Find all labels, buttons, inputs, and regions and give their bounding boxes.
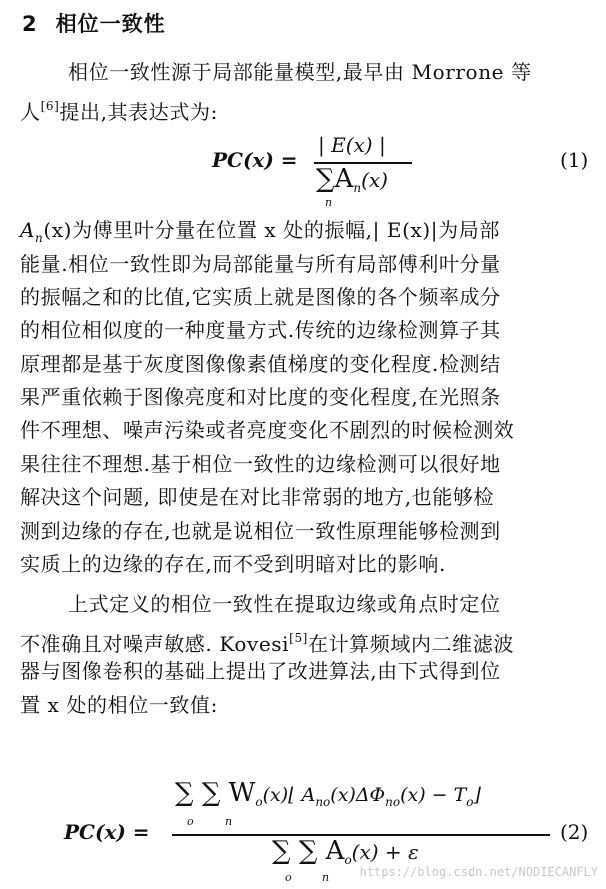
citation-5: [5] <box>289 631 308 645</box>
para3-line4: 置 x 处的相位一致值: <box>20 693 218 717</box>
eq1-den-sub: n <box>353 181 362 195</box>
eq2-num-w-sub: o <box>255 795 263 809</box>
para2-line1 <box>20 216 600 252</box>
eq2-num-index-o: o <box>187 815 194 828</box>
eq2-den-a-sub: o <box>344 853 352 867</box>
eq2-numerator <box>175 778 481 809</box>
eq2-lhs: PC(x) = <box>64 820 150 844</box>
eq2-num-a-sub: no <box>315 795 331 809</box>
eq1-den-sum: ∑A <box>316 164 354 194</box>
para1-line2 <box>20 92 600 126</box>
eq2-num-end: ⌋ <box>473 784 481 806</box>
citation-6: [6] <box>40 99 60 113</box>
para1-line2-pre: 人 <box>20 100 41 124</box>
para1-line2-post: 提出,其表达式为: <box>59 100 218 124</box>
para3-line2-post: 在计算频域内二维滤波 <box>307 632 514 656</box>
eq2-num-t-sub: o <box>466 795 474 809</box>
para2-line10: 测到边缘的存在,也就是说相位一致性原理能够检测到 <box>20 519 501 543</box>
para3-line1: 上式定义的相位一致性在提取边缘或角点时定位 <box>68 592 501 616</box>
eq2-den-index-n: n <box>322 871 330 884</box>
eq2-num-phi-sub: no <box>385 795 401 809</box>
section-number: 2 <box>22 12 38 36</box>
para2-line1-rest: (x)为傅里叶分量在位置 x 处的振幅,| E(x)|为局部 <box>43 218 500 242</box>
para2-line9: 解决这个问题, 即使是在对比非常弱的地方,也能够检 <box>20 485 495 509</box>
para2-line6: 果严重依赖于图像亮度和对比度的变化程度,在光照条 <box>20 385 501 409</box>
para1-line1: 相位一致性源于局部能量模型,最早由 Morrone 等 <box>68 60 532 84</box>
eq2-den-index-o: o <box>285 871 292 884</box>
eq2-num-tail: (x) − T <box>400 784 467 806</box>
watermark: https://blog.csdn.net/NODIECANFLY <box>359 865 598 879</box>
para2-line5: 原理都是基于灰度图像像素值梯度的变化程度.检测结 <box>20 352 501 376</box>
para2-line11: 实质上的边缘的存在,而不受到明暗对比的影响. <box>20 552 446 576</box>
para3-line2 <box>20 624 600 658</box>
para2-line1-sub: n <box>35 231 44 245</box>
para2-line1-a: A <box>20 218 36 242</box>
para3-line2-pre: 不准确且对噪声敏感. Kovesi <box>20 632 290 656</box>
eq2-num-mid: (x)ΔΦ <box>330 784 386 806</box>
eq2-denominator <box>272 836 419 867</box>
section-title: 相位一致性 <box>55 12 166 36</box>
eq1-numerator: | E(x) | <box>318 133 386 157</box>
eq2-number: (2) <box>560 820 589 844</box>
para3-line3: 器与图像卷积的基础上提出了改进算法,由下式得到位 <box>20 659 501 683</box>
eq1-lhs: PC(x) = <box>212 148 298 172</box>
eq2-den-sums: ∑ ∑ A <box>272 836 345 866</box>
para2-line3: 的振幅之和的比值,它实质上就是图像的各个频率成分 <box>20 285 501 309</box>
eq1-den-tail: (x) <box>361 168 388 192</box>
eq2-num-sums: ∑ ∑ W <box>175 778 256 808</box>
para2-line7: 件不理想、噪声污染或者亮度变化不剧烈的时候检测效 <box>20 418 515 442</box>
section-heading <box>22 8 166 38</box>
eq2-num-rest: (x)⌊ A <box>262 784 316 806</box>
eq2-num-index-n: n <box>225 815 233 828</box>
para2-line2: 能量.相位一致性即为局部能量与所有局部傅利叶分量 <box>20 252 501 276</box>
para2-line4: 的相位相似度的一种度量方式.传统的边缘检测算子其 <box>20 318 501 342</box>
eq1-number: (1) <box>560 148 589 172</box>
eq1-denominator <box>316 164 388 195</box>
eq1-sum-index: n <box>325 196 333 209</box>
para2-line8: 果往往不理想.基于相位一致性的边缘检测可以很好地 <box>20 452 501 476</box>
eq2-den-tail: (x) + ε <box>351 840 419 864</box>
